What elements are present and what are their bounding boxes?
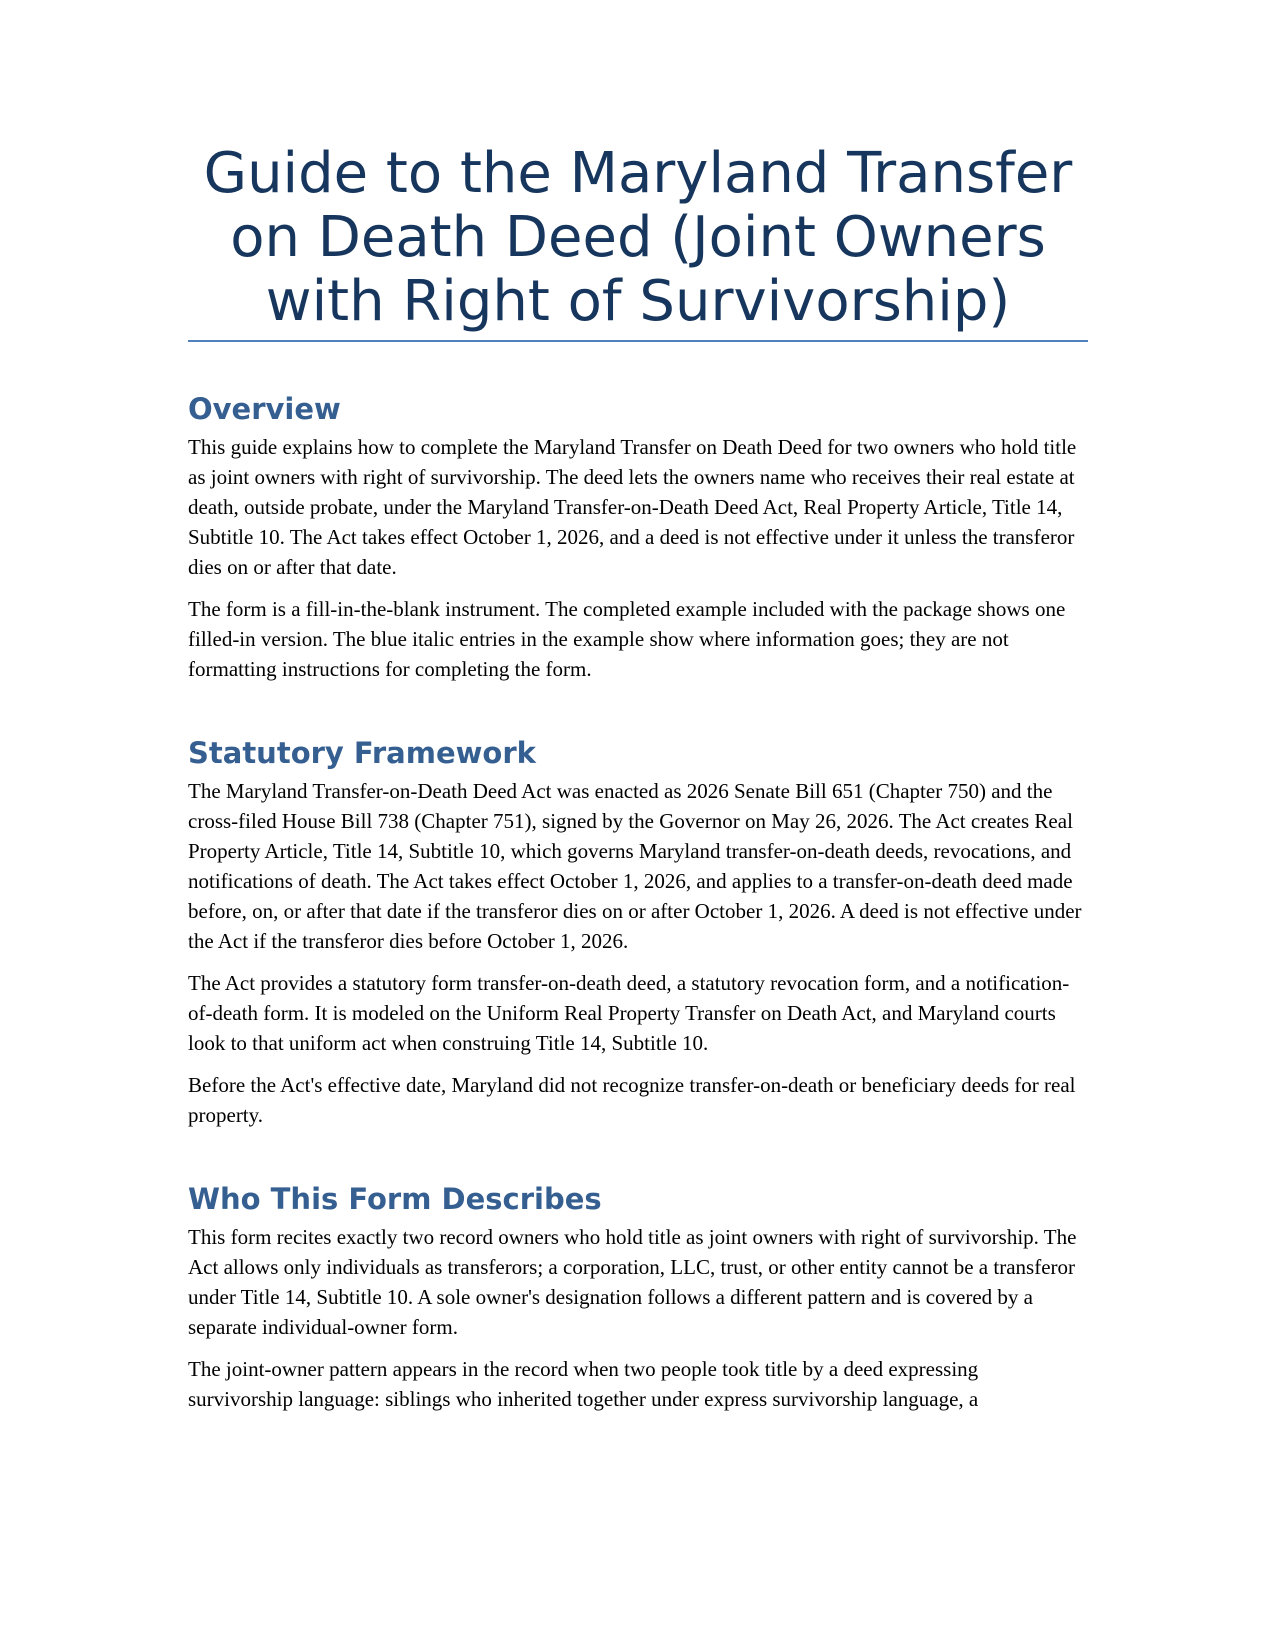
paragraph: Before the Act's effective date, Maryland did not recognize transfer-on-death or beneficiary deeds for real property. xyxy=(188,1073,1076,1127)
document-page xyxy=(188,142,1088,1426)
paragraph: The form is a fill-in-the-blank instrument. The completed example included with the package shows one filled-in version. The blue italic entries in the example show where information goes; they are not formatting instructions for completing the form. xyxy=(188,597,1066,681)
section-statutory-framework xyxy=(188,736,1088,1130)
section-heading: Statutory Framework xyxy=(188,736,536,770)
section-heading: Overview xyxy=(188,392,341,426)
section-overview xyxy=(188,392,1088,684)
paragraph: The Maryland Transfer-on-Death Deed Act was enacted as 2026 Senate Bill 651 (Chapter 750) and the cross-filed House Bill 738 (Chapter 751), signed by the Governor on May 26, 2026. The Act creates Real Property Article, Title 14, Subtitle 10, which governs Maryland transfer-on-death deeds, revocations, and notifications of death. The Act takes effect October 1, 2026, and applies to a transfer-on-death deed made before, on, or after that date if the transferor dies on or after October 1, 2026. A deed is not effective under the Act if the transferor dies before October 1, 2026. xyxy=(188,779,1082,953)
paragraph: This guide explains how to complete the Maryland Transfer on Death Deed for two owners who hold title as joint owners with right of survivorship. The deed lets the owners name who receives their real estate at death, outside probate, under the Maryland Transfer-on-Death Deed Act, Real Property Article, Title 14, Subtitle 10. The Act takes effect October 1, 2026, and a deed is not effective under it unless the transferor dies on or after that date. xyxy=(188,435,1077,579)
paragraph: This form recites exactly two record owners who hold title as joint owners with right of survivorship. The Act allows only individuals as transferors; a corporation, LLC, trust, or other entity cannot be a transferor under Title 14, Subtitle 10. A sole owner's designation follows a different pattern and is covered by a separate individual-owner form. xyxy=(188,1225,1077,1339)
section-who-this-form-describes xyxy=(188,1182,1088,1414)
section-heading: Who This Form Describes xyxy=(188,1182,602,1216)
paragraph: The joint-owner pattern appears in the record when two people took title by a deed expressing survivorship language: siblings who inherited together under express survivorship language, a xyxy=(188,1357,979,1411)
document-title: Guide to the Maryland Transfer on Death Deed (Joint Owners with Right of Survivorship) xyxy=(188,142,1088,342)
paragraph: The Act provides a statutory form transfer-on-death deed, a statutory revocation form, and a notification-of-death form. It is modeled on the Uniform Real Property Transfer on Death Act, and Maryland courts look to that uniform act when construing Title 14, Subtitle 10. xyxy=(188,971,1070,1055)
